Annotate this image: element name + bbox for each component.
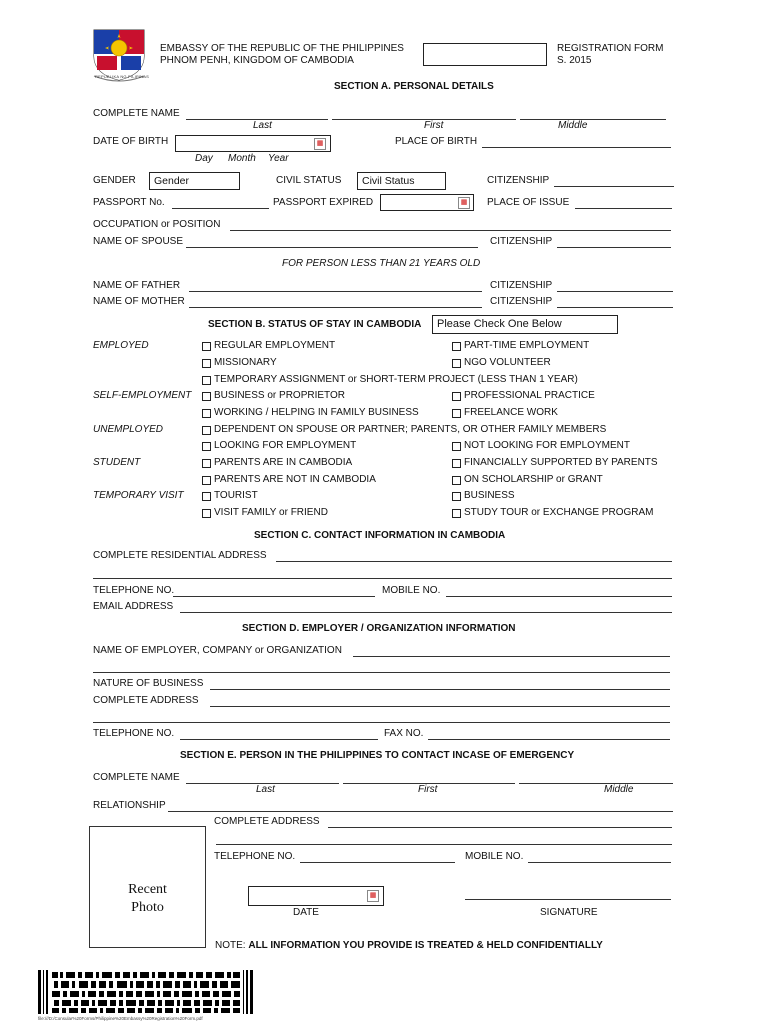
- label-regular-employment: REGULAR EMPLOYMENT: [214, 340, 336, 351]
- spouse-field[interactable]: [186, 247, 478, 248]
- d-address-field-2[interactable]: [93, 722, 670, 723]
- middle-name-field[interactable]: [520, 119, 666, 120]
- checkbox-not-looking[interactable]: [452, 442, 461, 451]
- passport-expired-label: PASSPORT EXPIRED: [273, 197, 374, 208]
- spouse-citizenship-label: CITIZENSHIP: [490, 236, 553, 247]
- passport-no-field[interactable]: [172, 208, 269, 209]
- d-address-label: COMPLETE ADDRESS: [93, 695, 199, 706]
- checkbox-temporary-assignment[interactable]: [202, 376, 211, 385]
- date-label: DATE: [293, 907, 319, 918]
- form-title: REGISTRATION FORM: [557, 43, 664, 54]
- checkbox-visit-family[interactable]: [202, 509, 211, 518]
- note-prefix: NOTE:: [215, 940, 249, 951]
- label-ngo-volunteer: NGO VOLUNTEER: [464, 357, 551, 368]
- calendar-icon[interactable]: ▦: [367, 890, 379, 902]
- email-label: EMAIL ADDRESS: [93, 601, 174, 612]
- label-part-time: PART-TIME EMPLOYMENT: [464, 340, 590, 351]
- employer-field[interactable]: [353, 656, 670, 657]
- label-parents-not-cambodia: PARENTS ARE NOT IN CAMBODIA: [214, 474, 376, 485]
- employer-field-2[interactable]: [93, 672, 670, 673]
- category-temporary-visit: TEMPORARY VISIT: [93, 490, 184, 501]
- checkbox-study-tour[interactable]: [452, 509, 461, 518]
- father-citizenship-field[interactable]: [557, 291, 673, 292]
- label-parents-cambodia: PARENTS ARE IN CAMBODIA: [214, 457, 353, 468]
- checkbox-parents-cambodia[interactable]: [202, 459, 211, 468]
- minor-note: FOR PERSON LESS THAN 21 YEARS OLD: [282, 258, 481, 269]
- e-address-label: COMPLETE ADDRESS: [214, 816, 320, 827]
- father-field[interactable]: [189, 291, 482, 292]
- first-caption: First: [424, 120, 444, 131]
- occupation-field[interactable]: [230, 230, 671, 231]
- date-input[interactable]: [248, 886, 384, 906]
- photo-label-1: Recent: [128, 882, 167, 897]
- checkbox-part-time[interactable]: [452, 342, 461, 351]
- relationship-label: RELATIONSHIP: [93, 800, 166, 811]
- e-first-caption: First: [418, 784, 438, 795]
- employer-label: NAME OF EMPLOYER, COMPANY or ORGANIZATION: [93, 645, 342, 656]
- spouse-label: NAME OF SPOUSE: [93, 236, 184, 247]
- d-address-field[interactable]: [210, 706, 670, 707]
- label-professional-practice: PROFESSIONAL PRACTICE: [464, 390, 595, 401]
- mother-label: NAME OF MOTHER: [93, 296, 185, 307]
- label-family-business: WORKING / HELPING IN FAMILY BUSINESS: [214, 407, 419, 418]
- c-telephone-field[interactable]: [173, 596, 375, 597]
- checkbox-business-proprietor[interactable]: [202, 392, 211, 401]
- calendar-icon[interactable]: ▦: [458, 197, 470, 209]
- label-scholarship: ON SCHOLARSHIP or GRANT: [464, 474, 603, 485]
- label-study-tour: STUDY TOUR or EXCHANGE PROGRAM: [464, 507, 654, 518]
- category-employed: EMPLOYED: [93, 340, 149, 351]
- label-dependent: DEPENDENT ON SPOUSE OR PARTNER; PARENTS, OR OTHER FAMILY MEMBERS: [214, 424, 607, 435]
- gender-select[interactable]: Gender: [149, 172, 240, 190]
- e-complete-name-label: COMPLETE NAME: [93, 772, 180, 783]
- mother-citizenship-label: CITIZENSHIP: [490, 296, 553, 307]
- email-field[interactable]: [180, 612, 672, 613]
- confidentiality-note: [215, 940, 603, 951]
- checkbox-regular-employment[interactable]: [202, 342, 211, 351]
- category-unemployed: UNEMPLOYED: [93, 424, 164, 435]
- e-telephone-label: TELEPHONE NO.: [214, 851, 296, 862]
- seal-caption: REPUBLIKA NG PILIPINAS: [95, 74, 149, 79]
- citizenship-label: CITIZENSHIP: [487, 175, 550, 186]
- calendar-icon[interactable]: ▦: [314, 138, 326, 150]
- label-temporary-assignment: TEMPORARY ASSIGNMENT or SHORT-TERM PROJECT (LESS THAN 1 YEAR): [214, 374, 578, 385]
- file-path: file:///D:/Consular%20Forms/Philippine%20Embassy%20Registration%20Form.pdf: [38, 1016, 203, 1021]
- gender-label: GENDER: [93, 175, 136, 186]
- c-mobile-label: MOBILE NO.: [382, 585, 441, 596]
- checkbox-parents-not-cambodia[interactable]: [202, 476, 211, 485]
- checkbox-business-visit[interactable]: [452, 492, 461, 501]
- label-visit-family: VISIT FAMILY or FRIEND: [214, 507, 328, 518]
- label-supported-parents: FINANCIALLY SUPPORTED BY PARENTS: [464, 457, 658, 468]
- checkbox-scholarship[interactable]: [452, 476, 461, 485]
- form-series: S. 2015: [557, 55, 592, 66]
- complete-name-label: COMPLETE NAME: [93, 108, 180, 119]
- last-caption: Last: [253, 120, 272, 131]
- residential-address-field[interactable]: [276, 561, 672, 562]
- e-middle-caption: Middle: [604, 784, 634, 795]
- section-a-title: SECTION A. PERSONAL DETAILS: [334, 81, 494, 92]
- checkbox-professional-practice[interactable]: [452, 392, 461, 401]
- citizenship-field[interactable]: [554, 186, 674, 187]
- category-self-employment: SELF-EMPLOYMENT: [93, 390, 192, 401]
- occupation-label: OCCUPATION or POSITION: [93, 219, 221, 230]
- checkbox-family-business[interactable]: [202, 409, 211, 418]
- label-business-proprietor: BUSINESS or PROPRIETOR: [214, 390, 345, 401]
- month-caption: Month: [228, 153, 256, 164]
- place-of-issue-field[interactable]: [575, 208, 672, 209]
- checkbox-missionary[interactable]: [202, 359, 211, 368]
- label-freelance: FREELANCE WORK: [464, 407, 558, 418]
- checkbox-freelance[interactable]: [452, 409, 461, 418]
- photo-label-2: Photo: [131, 900, 164, 915]
- label-missionary: MISSIONARY: [214, 357, 277, 368]
- fax-label: FAX NO.: [384, 728, 424, 739]
- place-of-birth-label: PLACE OF BIRTH: [395, 136, 478, 147]
- e-mobile-label: MOBILE NO.: [465, 851, 524, 862]
- label-not-looking: NOT LOOKING FOR EMPLOYMENT: [464, 440, 630, 451]
- relationship-field[interactable]: [168, 811, 673, 812]
- nature-label: NATURE OF BUSINESS: [93, 678, 204, 689]
- mother-citizenship-field[interactable]: [557, 307, 673, 308]
- barcode: [38, 970, 253, 1014]
- checkbox-ngo-volunteer[interactable]: [452, 359, 461, 368]
- civil-status-select[interactable]: Civil Status: [357, 172, 446, 190]
- embassy-location: PHNOM PENH, KINGDOM OF CAMBODIA: [160, 55, 354, 66]
- section-b-title: SECTION B. STATUS OF STAY IN CAMBODIA: [208, 319, 422, 330]
- e-telephone-field[interactable]: [300, 862, 455, 863]
- middle-caption: Middle: [558, 120, 588, 131]
- section-d-title: SECTION D. EMPLOYER / ORGANIZATION INFORMATION: [242, 623, 516, 634]
- e-address-field[interactable]: [328, 827, 672, 828]
- signature-line[interactable]: [465, 899, 671, 900]
- passport-no-label: PASSPORT No.: [93, 197, 165, 208]
- place-of-birth-field[interactable]: [482, 147, 671, 148]
- registration-number-box[interactable]: [423, 43, 547, 66]
- residential-address-label: COMPLETE RESIDENTIAL ADDRESS: [93, 550, 267, 561]
- checkbox-looking-employment[interactable]: [202, 442, 211, 451]
- note-text: ALL INFORMATION YOU PROVIDE IS TREATED & HELD CONFIDENTIALLY: [248, 940, 603, 951]
- day-caption: Day: [195, 153, 213, 164]
- label-business-visit: BUSINESS: [464, 490, 515, 501]
- fax-field[interactable]: [428, 739, 670, 740]
- e-middle-name-field[interactable]: [519, 783, 673, 784]
- place-of-issue-label: PLACE OF ISSUE: [487, 197, 570, 208]
- label-tourist: TOURIST: [214, 490, 258, 501]
- e-last-caption: Last: [256, 784, 275, 795]
- residential-address-field-2[interactable]: [93, 578, 672, 579]
- date-of-birth-label: DATE OF BIRTH: [93, 136, 169, 147]
- father-citizenship-label: CITIZENSHIP: [490, 280, 553, 291]
- e-mobile-field[interactable]: [528, 862, 671, 863]
- civil-status-label: CIVIL STATUS: [276, 175, 342, 186]
- d-telephone-field[interactable]: [180, 739, 378, 740]
- embassy-name: EMBASSY OF THE REPUBLIC OF THE PHILIPPINES: [160, 43, 404, 54]
- mother-field[interactable]: [189, 307, 482, 308]
- section-c-title: SECTION C. CONTACT INFORMATION IN CAMBODIA: [254, 530, 506, 541]
- date-of-birth-input[interactable]: [175, 135, 331, 152]
- nature-field[interactable]: [210, 689, 670, 690]
- c-mobile-field[interactable]: [446, 596, 672, 597]
- spouse-citizenship-field[interactable]: [557, 247, 671, 248]
- category-student: STUDENT: [93, 457, 141, 468]
- label-looking-employment: LOOKING FOR EMPLOYMENT: [214, 440, 357, 451]
- signature-label: SIGNATURE: [540, 907, 598, 918]
- checkbox-dependent[interactable]: [202, 426, 211, 435]
- checkbox-tourist[interactable]: [202, 492, 211, 501]
- section-e-title: SECTION E. PERSON IN THE PHILIPPINES TO CONTACT INCASE OF EMERGENCY: [180, 750, 575, 761]
- year-caption: Year: [268, 153, 289, 164]
- c-telephone-label: TELEPHONE NO.: [93, 585, 175, 596]
- e-address-field-2[interactable]: [216, 844, 672, 845]
- checkbox-supported-parents[interactable]: [452, 459, 461, 468]
- status-dropdown[interactable]: Please Check One Below: [432, 315, 618, 334]
- d-telephone-label: TELEPHONE NO.: [93, 728, 175, 739]
- father-label: NAME OF FATHER: [93, 280, 181, 291]
